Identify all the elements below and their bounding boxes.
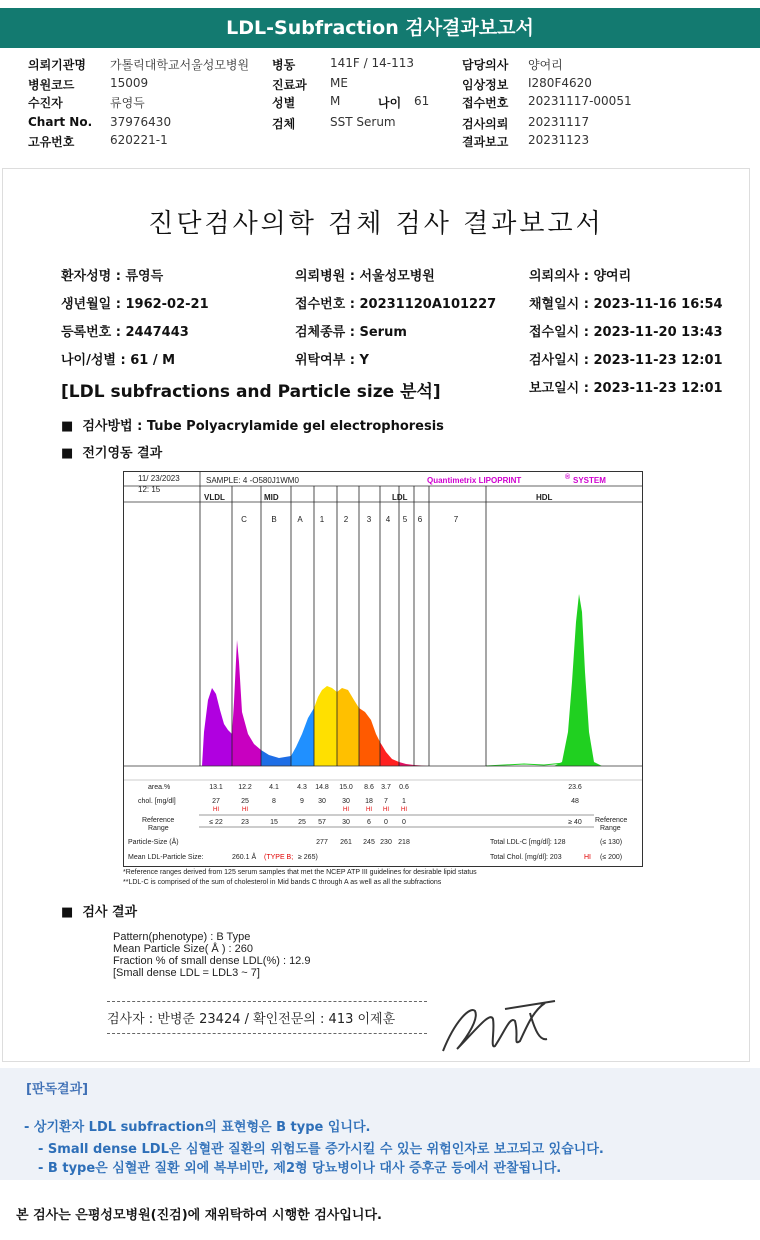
chol-value: 8	[272, 798, 276, 805]
info-doctor: 의뢰의사 : 양여리	[529, 269, 632, 284]
hi-flag: HI	[213, 807, 219, 813]
header-value: M	[330, 94, 341, 108]
particle-label: Particle-Size (Å)	[128, 839, 179, 846]
ref-value: 25	[298, 819, 306, 826]
info-test-time: 검사일시 : 2023-11-23 12:01	[529, 353, 723, 368]
result-line: Pattern(phenotype) : B Type	[113, 931, 251, 943]
ref-value: 0	[384, 819, 388, 826]
footer-note: 본 검사는 은평성모병원(진검)에 재위탁하여 시행한 검사입니다.	[16, 1208, 382, 1223]
info-receipt-no: 접수번호 : 20231120A101227	[295, 297, 497, 312]
particle-value: 218	[398, 839, 410, 846]
fraction-peak	[232, 640, 261, 766]
header-label: 병원코드	[28, 78, 75, 92]
chart-system-mark: ®	[565, 474, 571, 481]
info-specimen: 검체종류 : Serum	[295, 325, 407, 340]
band-label: 7	[453, 515, 459, 524]
header-value: ME	[330, 76, 348, 90]
ref-row-label: Reference	[142, 817, 175, 824]
header-value: 20231117	[528, 115, 590, 129]
report-title: 진단검사의학 검체 검사 결과보고서	[148, 209, 604, 239]
method-line: ■ 검사방법 : Tube Polyacrylamide gel electrophoresis	[61, 419, 444, 434]
info-report-time: 보고일시 : 2023-11-23 12:01	[529, 381, 723, 396]
result-heading: ■ 검사 결과	[61, 905, 138, 920]
group-label-mid: MID	[264, 493, 279, 502]
header-value: 양여리	[528, 58, 563, 72]
signature-image	[435, 991, 565, 1061]
hi-flag: HI	[383, 807, 389, 813]
header-label: 검체	[272, 117, 296, 131]
total-ldl: Total LDL-C [mg/dl]: 128	[490, 839, 566, 846]
electro-heading: ■ 전기영동 결과	[61, 446, 163, 461]
hdl-baseline	[486, 763, 564, 766]
header-label: 병동	[272, 58, 296, 72]
area-value: 13.1	[209, 784, 223, 791]
particle-value: 277	[316, 839, 328, 846]
mean-ref: ≥ 265)	[298, 854, 318, 861]
fraction-peak	[359, 708, 380, 766]
hi-flag: HI	[242, 807, 248, 813]
mean-value: 260.1 Å	[232, 854, 257, 861]
info-birth: 생년월일 : 1962-02-21	[61, 297, 209, 312]
chart-system-suffix: SYSTEM	[573, 476, 606, 485]
judgement-line: - B type은 심혈관 질환 외에 복부비만, 제2형 당뇨병이나 대사 증후군 등에서 관찰됩니다.	[38, 1161, 562, 1176]
fraction-peak	[261, 750, 291, 766]
band-label: 4	[385, 515, 391, 524]
header-label: 임상정보	[462, 78, 509, 92]
area-value: 12.2	[238, 784, 252, 791]
particle-value: 245	[363, 839, 375, 846]
chol-value: 25	[241, 798, 249, 805]
signature-text: 검사자 : 반병준 23424 / 확인전문의 : 413 이제훈	[107, 1012, 396, 1027]
info-age-sex: 나이/성별 : 61 / M	[61, 353, 176, 368]
fraction-peak	[399, 762, 414, 766]
judgement-title: [판독결과]	[26, 1082, 89, 1097]
ref-value: ≥ 40	[568, 819, 582, 826]
total-chol: Total Chol. [mg/dl]: 203	[490, 854, 562, 861]
area-row-label: area.%	[148, 784, 171, 791]
ref-row-label-right: Range	[600, 825, 621, 832]
ref-row-label: Range	[148, 825, 169, 832]
method-text: 검사방법 : Tube Polyacrylamide gel electrophoresis	[82, 419, 444, 434]
ref-value: 30	[342, 819, 350, 826]
result-line: Mean Particle Size( Å ) : 260	[113, 943, 254, 955]
report-document	[2, 168, 750, 1062]
chart-svg	[124, 472, 642, 866]
header-value: 37976430	[110, 115, 172, 129]
info-consign: 위탁여부 : Y	[295, 353, 369, 368]
header-label: 의뢰기관명	[28, 58, 86, 72]
ref-value: ≤ 22	[209, 819, 223, 826]
header-label: 성별	[272, 96, 296, 110]
chol-value: 9	[300, 798, 304, 805]
header-label: 진료과	[272, 78, 307, 92]
result-title: 검사 결과	[82, 905, 138, 920]
area-value: 4.1	[269, 784, 279, 791]
header-label: 수진자	[28, 96, 63, 110]
chol-value: 27	[212, 798, 220, 805]
electro-title: 전기영동 결과	[82, 446, 163, 461]
info-reg-no: 등록번호 : 2447443	[61, 325, 189, 340]
fraction-peak	[554, 594, 602, 766]
area-value: 14.8	[315, 784, 329, 791]
group-label-vldl: VLDL	[204, 493, 225, 502]
header-value: I280F4620	[528, 76, 592, 90]
band-label: A	[297, 515, 303, 524]
judgement-line: - 상기환자 LDL subfraction의 표현형은 B type 입니다.	[24, 1120, 371, 1135]
band-label: 6	[417, 515, 423, 524]
fraction-peak	[337, 688, 359, 766]
header-value: 20231117-00051	[528, 94, 632, 108]
band-label: 1	[319, 515, 325, 524]
chart-footnote: **LDL-C is comprised of the sum of cholesterol in Mid bands C through A as well as all the subfractions	[123, 879, 442, 886]
hi-flag: HI	[366, 807, 372, 813]
result-line: Fraction % of small dense LDL(%) : 12.9	[113, 955, 311, 967]
header-value: 20231123	[528, 133, 590, 147]
chart-date: 11/ 23/2023	[138, 474, 180, 483]
lipoprint-chart	[123, 471, 643, 867]
area-value: 0.6	[399, 784, 409, 791]
header-value: 15009	[110, 76, 149, 90]
fraction-peak	[291, 708, 314, 766]
header-value: SST Serum	[330, 115, 396, 129]
band-label: B	[271, 515, 277, 524]
report-title-bar: LDL-Subfraction 검사결과보고서	[0, 8, 760, 48]
area-value: 15.0	[339, 784, 353, 791]
chol-row-label: chol. [mg/dl]	[138, 798, 176, 805]
hi-flag: HI	[401, 807, 407, 813]
area-value: 8.6	[364, 784, 374, 791]
header-label: 담당의사	[462, 58, 509, 72]
header-label: Chart No.	[28, 115, 93, 129]
mean-label: Mean LDL-Particle Size:	[128, 854, 204, 861]
header-label: 결과보고	[462, 135, 509, 149]
chol-value: 30	[342, 798, 350, 805]
result-list	[113, 931, 310, 979]
ref-value: 15	[270, 819, 278, 826]
band-label: C	[241, 515, 247, 524]
particle-value: 261	[340, 839, 352, 846]
signature-block	[107, 1001, 427, 1034]
judgement-line: - Small dense LDL은 심혈관 질환의 위험도를 증가시킬 수 있는 위험인자로 보고되고 있습니다.	[38, 1142, 604, 1157]
ref-value: 6	[367, 819, 371, 826]
ref-value: 57	[318, 819, 326, 826]
fraction-peak	[380, 742, 399, 766]
total-chol-hi: HI	[584, 854, 591, 861]
particle-value: 230	[380, 839, 392, 846]
chol-value: 30	[318, 798, 326, 805]
info-patient-name: 환자성명 : 류영득	[61, 269, 164, 284]
header-value: 류영득	[110, 96, 145, 110]
group-label-ldl: LDL	[392, 493, 408, 502]
header-label: 접수번호	[462, 96, 509, 110]
band-label: 3	[366, 515, 372, 524]
total-ldl-ref: (≤ 130)	[600, 839, 623, 846]
chol-value: 48	[571, 798, 579, 805]
area-value: 3.7	[381, 784, 391, 791]
group-label-hdl: HDL	[536, 493, 553, 502]
header-value: 가톨릭대학교서울성모병원	[110, 58, 250, 72]
ref-value: 0	[402, 819, 406, 826]
chart-footnote: *Reference ranges derived from 125 serum samples that met the NCEP ATP III guidelines for desirable lipid status	[123, 869, 477, 876]
info-collect-time: 채혈일시 : 2023-11-16 16:54	[529, 297, 723, 312]
fraction-peak	[314, 686, 337, 766]
header-value: 141F / 14-113	[330, 56, 414, 70]
fraction-peak	[202, 688, 232, 766]
band-label: 5	[402, 515, 408, 524]
mean-type: (TYPE B;	[264, 854, 294, 861]
chart-sample: SAMPLE: 4 -O580J1WM0	[206, 476, 299, 485]
header-label: 고유번호	[28, 135, 75, 149]
header-value: 61	[414, 94, 430, 108]
chol-value: 7	[384, 798, 388, 805]
total-chol-ref: (≤ 200)	[600, 854, 623, 861]
chart-time: 12: 15	[138, 485, 161, 494]
ref-value: 23	[241, 819, 249, 826]
hi-flag: HI	[343, 807, 349, 813]
info-receipt-time: 접수일시 : 2023-11-20 13:43	[529, 325, 723, 340]
area-value: 4.3	[297, 784, 307, 791]
chart-system: Quantimetrix LIPOPRINT	[427, 476, 522, 485]
area-value: 23.6	[568, 784, 582, 791]
chol-value: 1	[402, 798, 406, 805]
result-line: [Small dense LDL = LDL3 ~ 7]	[113, 967, 260, 979]
band-label: 2	[343, 515, 349, 524]
judgement-panel	[0, 1068, 760, 1180]
chol-value: 18	[365, 798, 373, 805]
header-label: 나이	[378, 96, 402, 110]
header-value: 620221-1	[110, 133, 168, 147]
section-title: [LDL subfractions and Particle size 분석]	[61, 382, 441, 402]
info-hospital: 의뢰병원 : 서울성모병원	[295, 269, 435, 284]
ref-row-label-right: Reference	[595, 817, 628, 824]
header-label: 검사의뢰	[462, 117, 509, 131]
